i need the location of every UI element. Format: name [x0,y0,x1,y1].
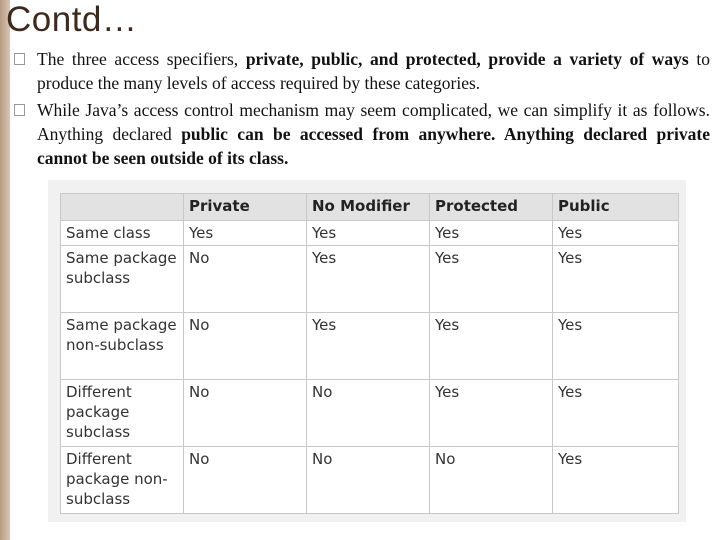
table-cell: Yes [430,313,553,380]
slide-accent-band [0,0,10,540]
bullet-box-icon [14,104,25,116]
table-cell: Yes [184,221,307,246]
table-cell: Yes [430,246,553,313]
table-header-row [61,194,679,221]
header-cell-empty [61,194,184,221]
bullet-list [14,47,710,173]
table-cell: Yes [553,380,679,447]
row-label: Different package subclass [61,380,184,447]
table-cell: Yes [553,447,679,514]
table-row [61,313,679,380]
bullet-text: to produce the many levels of access required by these categories. [37,49,710,93]
table-cell: Yes [553,313,679,380]
table-cell: No [184,313,307,380]
bullet-item [14,98,710,170]
table-cell: No [184,246,307,313]
table-cell: No [307,380,430,447]
header-cell-no-modifier: No Modifier [307,194,430,221]
bullet-text-bold: public can be accessed from anywhere. Anything declared private cannot be seen outside of its class. [37,124,711,168]
table-cell: Yes [430,380,553,447]
table-cell: No [430,447,553,514]
table-row [61,447,679,514]
table-cell: Yes [553,221,679,246]
table-cell: Yes [430,221,553,246]
row-label: Same package non-subclass [61,313,184,380]
row-label: Same package subclass [61,246,184,313]
table-cell: Yes [553,246,679,313]
table-row [61,380,679,447]
table-cell: Yes [307,221,430,246]
table-cell: Yes [307,313,430,380]
table-cell: No [307,447,430,514]
slide-title: Contd… [6,0,138,39]
row-label: Different package non-subclass [61,447,184,514]
table-row [61,246,679,313]
bullet-text: The three access specifiers, [37,49,246,69]
bullet-text-bold: private, public, and protected, provide a variety of ways [245,49,689,69]
table-cell: No [184,447,307,514]
table-row [61,221,679,246]
bullet-text: While Java’s access control mechanism may seem complicated, we can simplify it as follows. Anything declared [37,100,710,144]
header-cell-public: Public [553,194,679,221]
table-cell: Yes [307,246,430,313]
bullet-item [14,47,710,95]
table-cell: No [184,380,307,447]
bullet-box-icon [14,53,25,65]
header-cell-protected: Protected [430,194,553,221]
header-cell-private: Private [184,194,307,221]
row-label: Same class [61,221,184,246]
access-control-table [60,193,679,514]
